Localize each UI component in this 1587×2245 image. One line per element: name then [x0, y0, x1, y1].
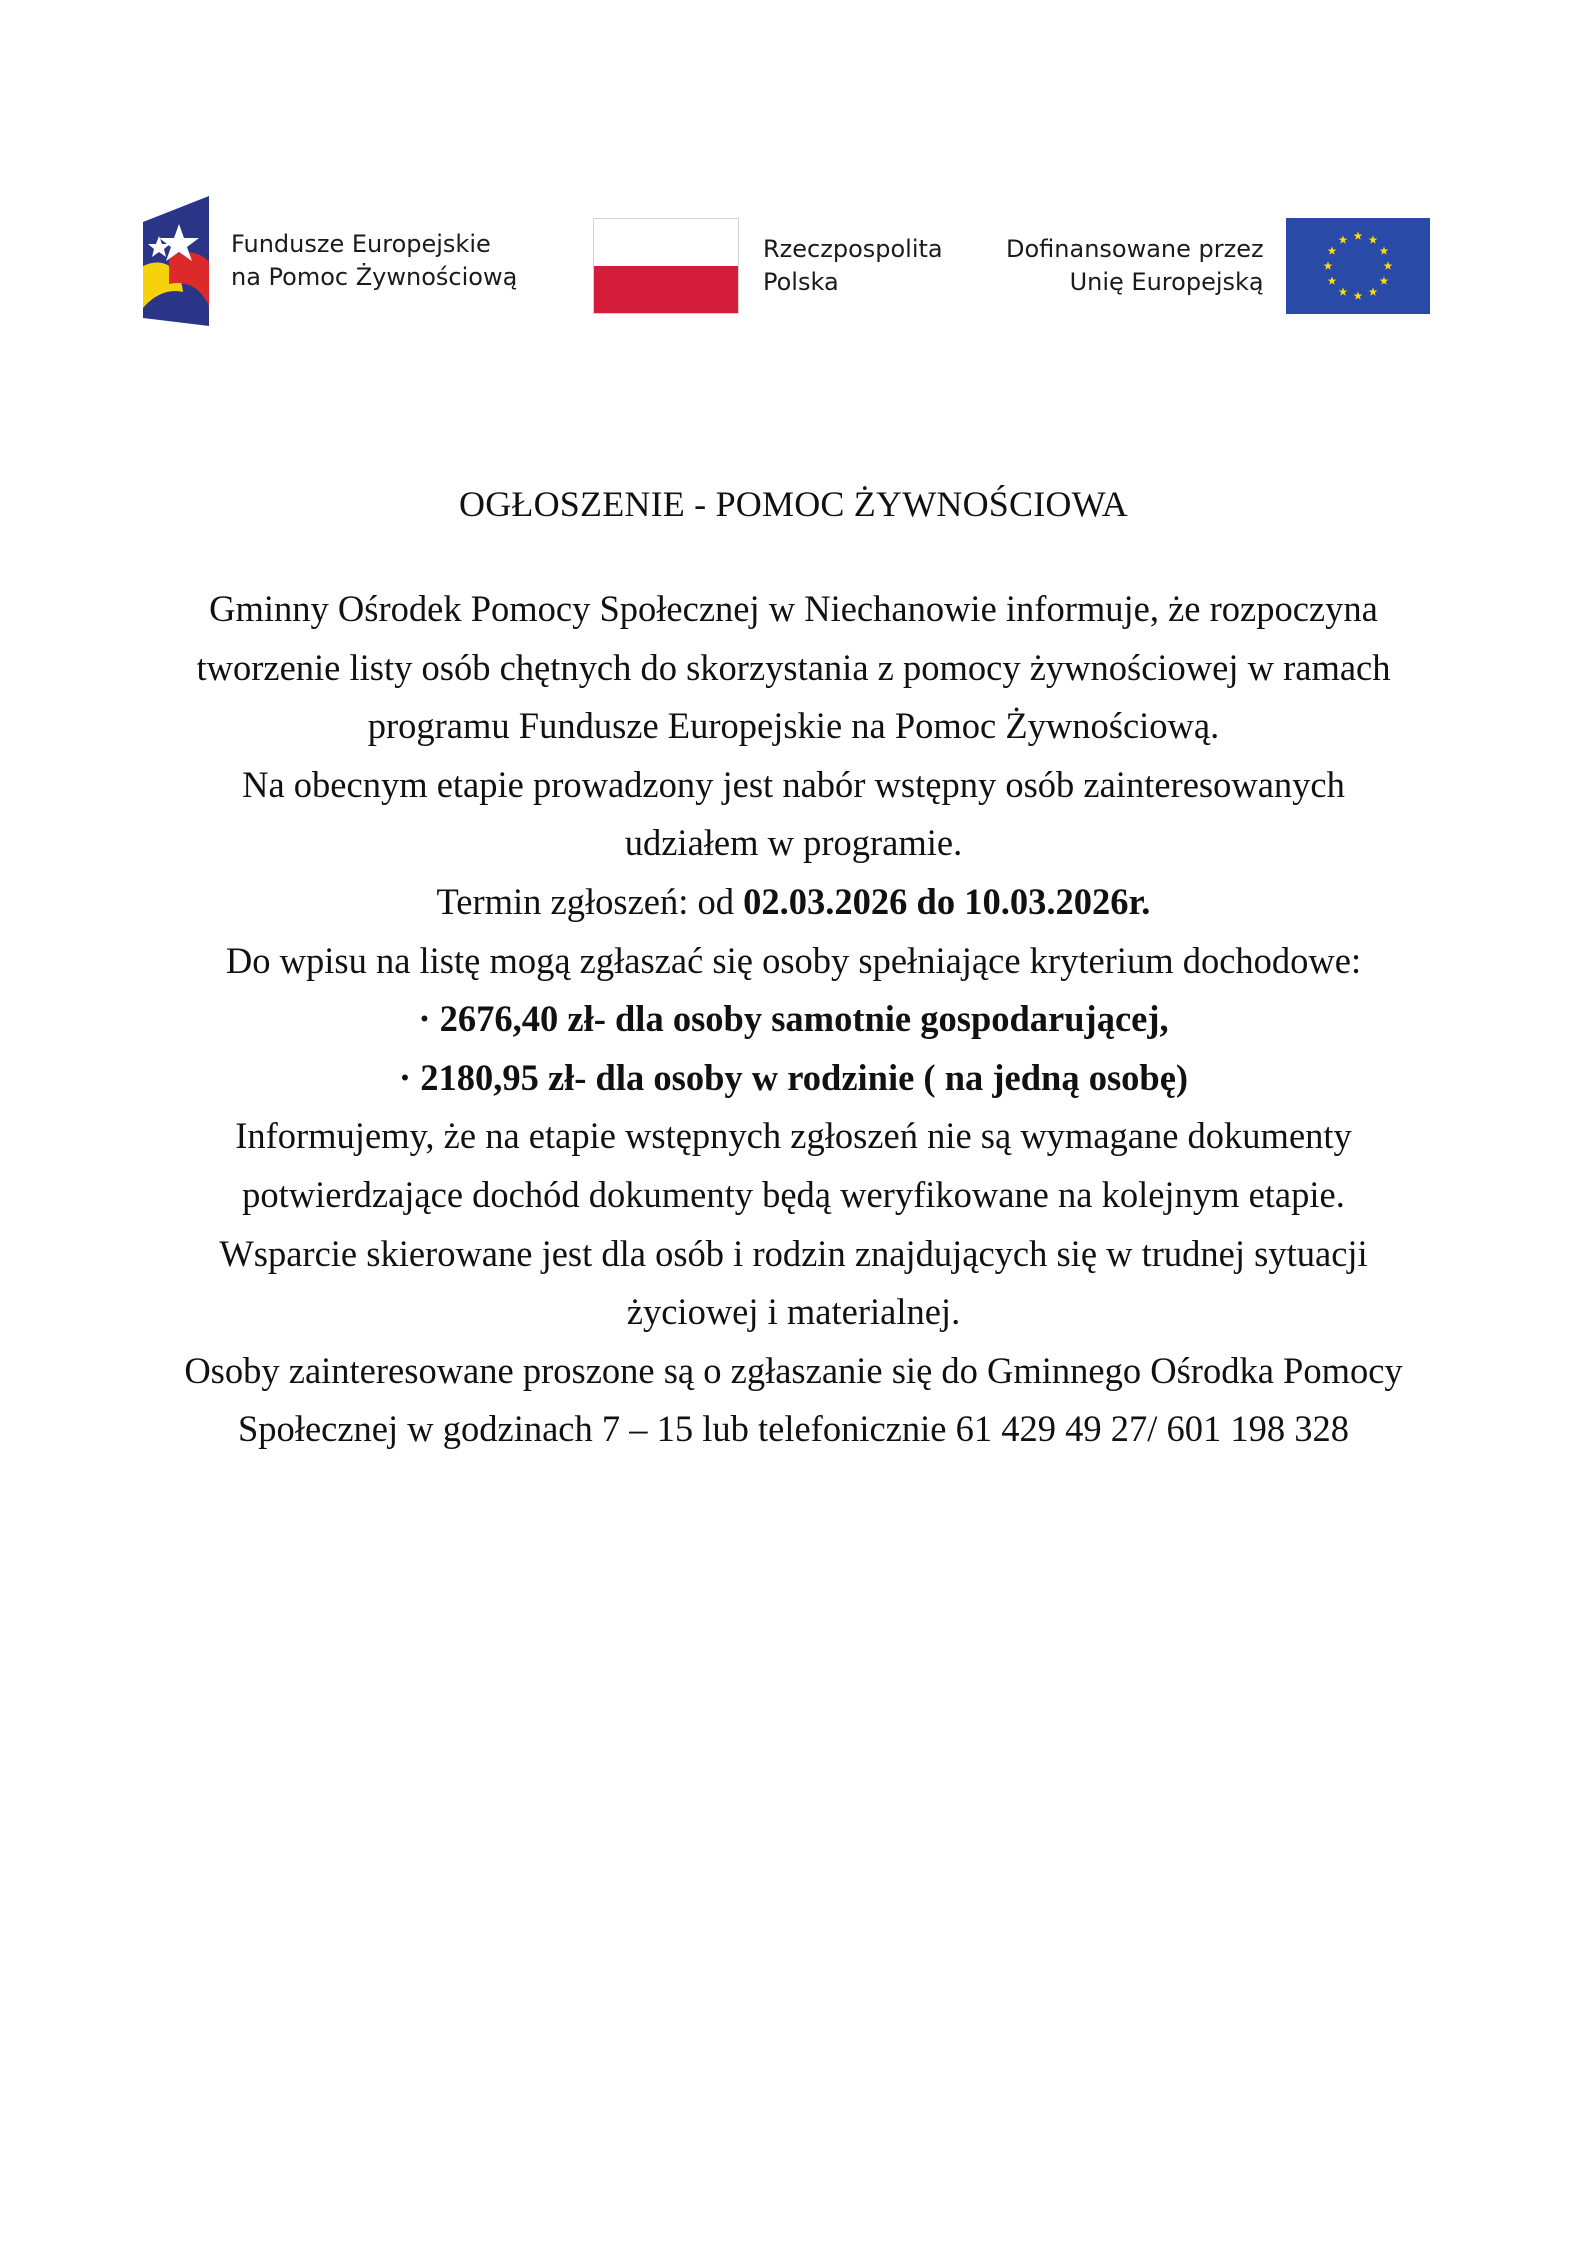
- logo-dofinansowane-ue: [1006, 218, 1430, 314]
- fe-star-logo-icon: [143, 196, 209, 326]
- polish-flag-icon: [593, 218, 739, 314]
- notice-line: Gminny Ośrodek Pomocy Społecznej w Niechanowie informuje, że rozpoczyna: [209, 588, 1378, 629]
- notice-line: tworzenie listy osób chętnych do skorzystania z pomocy żywnościowej w ramach: [196, 646, 1391, 688]
- eu-logo-line1: Dofinansowane przez: [1006, 235, 1264, 263]
- notice-line: Osoby zainteresowane proszone są o zgłaszanie się do Gminnego Ośrodka Pomocy: [184, 1349, 1403, 1391]
- eu-flag-icon: [1286, 218, 1430, 314]
- contact-line: Społecznej w godzinach 7 – 15 lub telefonicznie 61 429 49 27/ 601 198 328: [238, 1408, 1349, 1450]
- notice-body: [40, 580, 1547, 1459]
- notice-line: potwierdzające dochód dokumenty będą weryfikowane na kolejnym etapie.: [242, 1173, 1345, 1215]
- term-dates: 02.03.2026 do 10.03.2026r.: [743, 880, 1151, 922]
- fe-logo-line1: Fundusze Europejskie: [231, 230, 491, 258]
- rp-logo-text: [763, 233, 943, 299]
- rp-logo-line2: Polska: [763, 268, 839, 296]
- logo-fundusze-europejskie: [143, 196, 517, 326]
- eu-logo-text: [1006, 233, 1264, 299]
- notice-line: życiowej i materialnej.: [626, 1291, 961, 1333]
- income-criterion-single: · 2676,40 zł- dla osoby samotnie gospodarującej,: [418, 998, 1169, 1040]
- term-label: Termin zgłoszeń: od: [436, 880, 744, 922]
- logo-rzeczpospolita-polska: [593, 218, 943, 314]
- notice-line: programu Fundusze Europejskie na Pomoc Żywnościową.: [367, 705, 1220, 747]
- eu-logo-line2: Unię Europejską: [1069, 268, 1264, 296]
- fe-logo-text: [231, 228, 517, 294]
- income-criterion-family: · 2180,95 zł- dla osoby w rodzinie ( na jedną osobę): [398, 1056, 1189, 1098]
- notice-title: OGŁOSZENIE - POMOC ŻYWNOŚCIOWA: [459, 484, 1128, 524]
- notice-line: udziałem w programie.: [624, 822, 963, 864]
- notice-line: Wsparcie skierowane jest dla osób i rodzin znajdujących się w trudnej sytuacji: [219, 1232, 1368, 1274]
- notice-line: Na obecnym etapie prowadzony jest nabór wstępny osób zainteresowanych: [242, 763, 1345, 805]
- logo-bar: [143, 196, 1453, 331]
- fe-logo-line2: na Pomoc Żywnościową: [231, 263, 518, 291]
- notice-line: Informujemy, że na etapie wstępnych zgłoszeń nie są wymagane dokumenty: [235, 1115, 1352, 1157]
- notice-line: Do wpisu na listę mogą zgłaszać się osoby spełniające kryterium dochodowe:: [225, 939, 1362, 981]
- notice-content: [40, 480, 1547, 1459]
- rp-logo-line1: Rzeczpospolita: [763, 235, 943, 263]
